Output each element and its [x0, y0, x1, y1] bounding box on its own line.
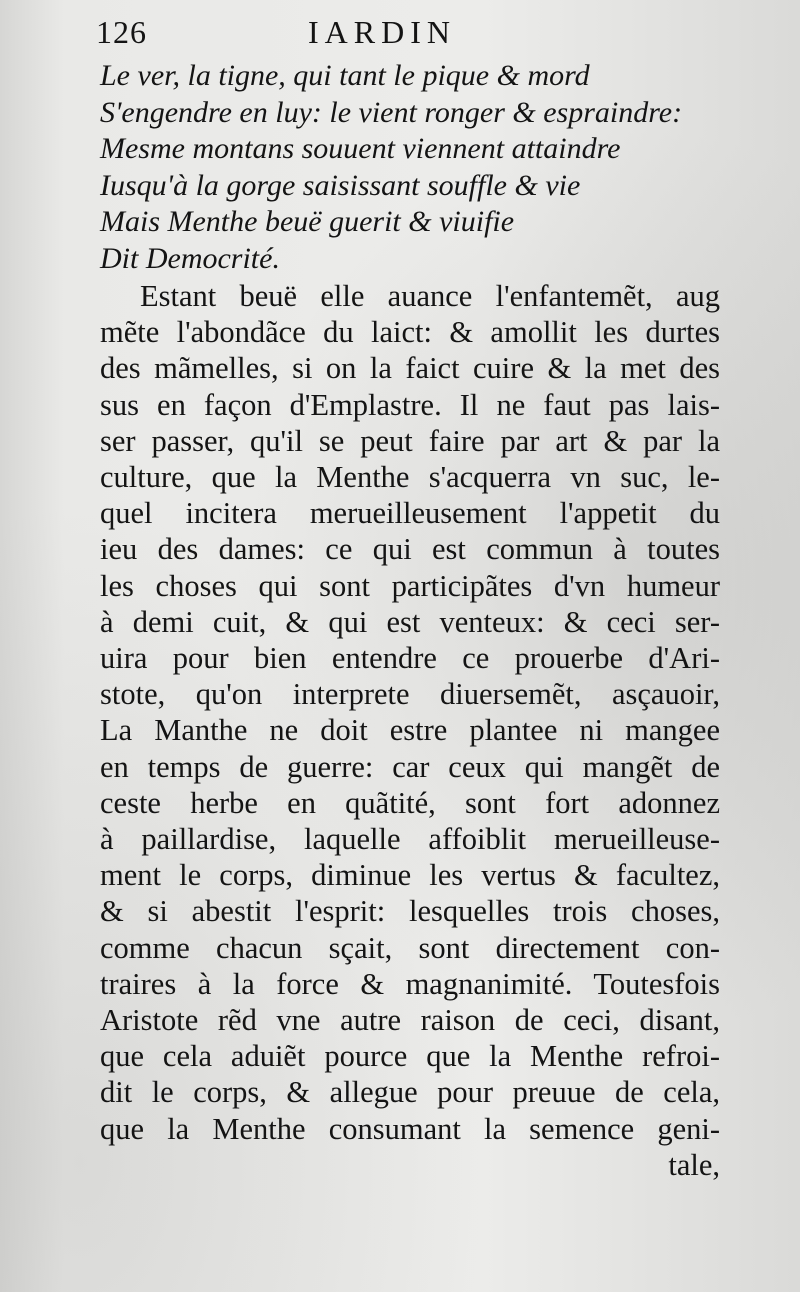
prose-line: mẽte l'abondãce du laict: & amollit les durtes: [100, 315, 720, 350]
verse-line: Dit Democrité.: [100, 241, 280, 275]
running-head: IARDIN: [308, 14, 456, 50]
prose-line: à demi cuit, & qui est venteux: & ceci ser-: [100, 604, 720, 639]
prose-line: ser passer, qu'il se peut faire par art & par la: [100, 423, 720, 458]
prose-line: & si abestit l'esprit: lesquelles trois choses,: [100, 894, 720, 929]
prose-line: sus en façon d'Emplastre. Il ne faut pas lais-: [100, 387, 720, 422]
prose-paragraph: [100, 278, 720, 1183]
prose-line: ment le corps, diminue les vertus & facultez,: [100, 858, 720, 893]
prose-line: que la Menthe consumant la semence geni-: [100, 1111, 720, 1146]
prose-line: culture, que la Menthe s'acquerra vn suc, le-: [100, 460, 720, 495]
prose-line: comme chacun sçait, sont directement con-: [100, 930, 720, 965]
prose-line: La Manthe ne doit estre plantee ni mangee: [100, 713, 720, 748]
verse-line: S'engendre en luy: le vient ronger & espraindre:: [100, 95, 683, 129]
prose-line: à paillardise, laquelle affoiblit merueilleuse-: [100, 822, 720, 857]
prose-line: stote, qu'on interprete diuersemẽt, asçauoir,: [100, 677, 720, 712]
page-number: 126: [96, 14, 147, 50]
prose-line: uira pour bien entendre ce prouerbe d'Ari-: [100, 641, 720, 676]
prose-line: en temps de guerre: car ceux qui mangẽt de: [100, 749, 720, 784]
verse-line: Le ver, la tigne, qui tant le pique & mord: [100, 59, 590, 92]
prose-line: dit le corps, & allegue pour preuue de cela,: [100, 1075, 720, 1110]
prose-line: traires à la force & magnanimité. Toutesfois: [100, 966, 720, 1001]
verse-line: Mais Menthe beuë guerit & viuifie: [100, 205, 515, 238]
prose-line: ceste herbe en quãtité, sont fort adonnez: [100, 785, 720, 820]
prose-line: que cela aduiẽt pource que la Menthe refroi-: [100, 1039, 720, 1074]
verse-line: Mesme montans souuent viennent attaindre: [100, 132, 621, 165]
prose-line: quel incitera merueilleusement l'appetit du: [100, 496, 720, 531]
verse-block: [100, 58, 740, 277]
prose-line: des mãmelles, si on la faict cuire & la met des: [100, 351, 720, 386]
prose-line: Estant beuë elle auance l'enfantemẽt, aug: [140, 279, 720, 313]
verse-line: Iusqu'à la gorge saisissant souffle & vie: [100, 168, 581, 202]
prose-line: Aristote rẽd vne autre raison de ceci, disant,: [100, 1003, 720, 1038]
prose-line: les choses qui sont participãtes d'vn humeur: [100, 568, 720, 603]
catchword: tale,: [668, 1147, 720, 1182]
prose-line: ieu des dames: ce qui est commun à toutes: [100, 532, 720, 567]
